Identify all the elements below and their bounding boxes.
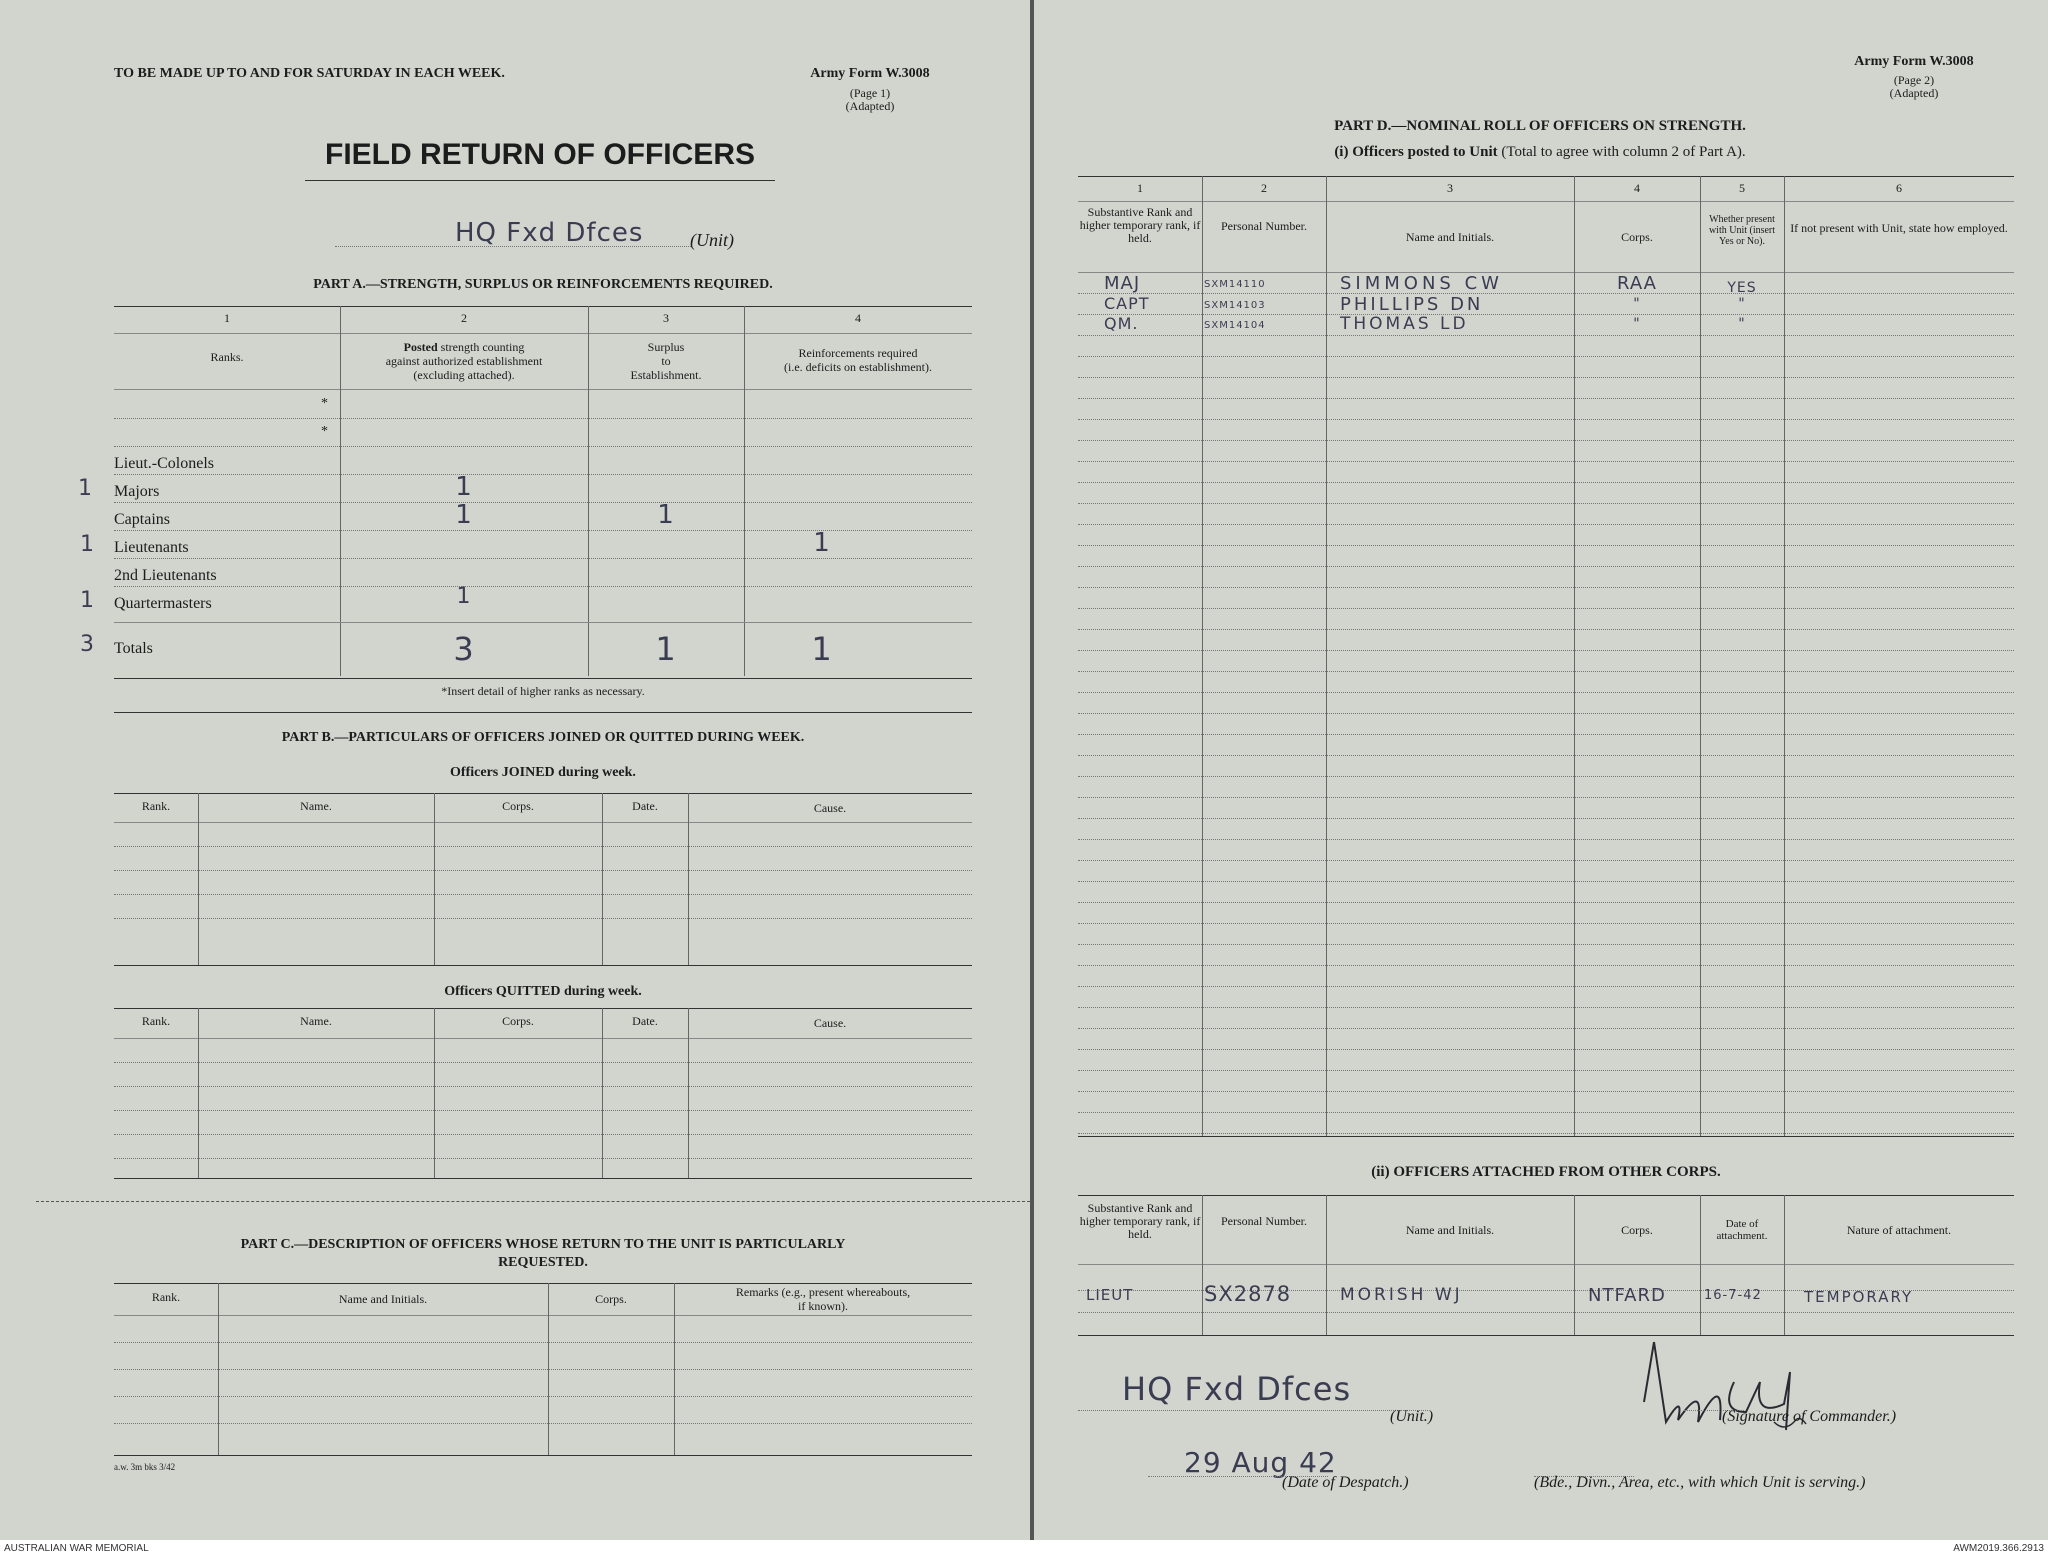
col-nature-header: Nature of attachment. [1846,1223,1952,1237]
col-rank: Rank. [151,1290,181,1304]
ruled-line [1078,1028,2014,1029]
archive-reference: AWM2019.366.2913 [1953,1543,2044,1554]
ruled-line [1078,629,2014,630]
col-number: 3 [1447,181,1453,195]
ruled-line [1078,356,2014,357]
col-cause: Cause. [813,1016,847,1030]
left-page [0,0,1030,1540]
despatch-date-handwritten: 29 Aug 42 [1184,1446,1337,1479]
part-a-footnote: *Insert detail of higher ranks as necessary. [441,684,645,698]
majors-posted: 1 [455,472,473,502]
perforation-line [36,1201,1030,1202]
ruled-line [1078,881,2014,882]
margin-tick: 1 [78,476,93,501]
row-label-quartermasters: Quartermasters [114,595,212,612]
ruled-line [1078,797,2014,798]
ranks-header: Ranks. [210,350,244,364]
attached-corps: NTFARD [1588,1285,1666,1306]
row-label-lieut-colonels: Lieut.-Colonels [114,455,214,472]
top-note: TO BE MADE UP TO AND FOR SATURDAY IN EACH WEEK. [114,66,505,81]
ruled-line [1078,671,2014,672]
col-number: 2 [1261,181,1267,195]
part-d-heading: PART D.—NOMINAL ROLL OF OFFICERS ON STRENGTH. [1334,118,1746,134]
ruled-line [1078,419,2014,420]
surplus-header-text: to [661,354,671,368]
ruled-line [1078,1133,2014,1134]
roll-corps: " [1633,296,1641,312]
col-number: 2 [461,311,467,325]
reinforcements-header [744,346,972,374]
ruled-line [1078,1049,2014,1050]
unit-handwritten: HQ Fxd Dfces [455,218,644,248]
ruled-line [1078,839,2014,840]
attached-rank: LIEUT [1086,1286,1134,1304]
col-rank-header: Substantive Rank and higher temporary rank, if held. [1079,1201,1201,1241]
ruled-line [1078,692,2014,693]
roll-present: YES [1727,280,1757,296]
ruled-line [1078,293,2014,294]
roll-name: PHILLIPS DN [1340,294,1484,315]
part-d-subheading [1080,144,2000,161]
col-number: 3 [663,311,669,325]
margin-tick: 1 [80,588,95,613]
col-remarks [674,1285,972,1313]
col-rank-header: Substantive Rank and higher temporary rank, if held. [1079,205,1201,245]
surplus-header-text: Surplus [647,340,685,354]
row-label-totals: Totals [114,640,153,657]
totals-reinforcements: 1 [811,630,833,668]
roll-corps: " [1633,316,1641,332]
area-label: (Bde., Divn., Area, etc., with which Unit is serving.) [1534,1474,1866,1491]
col-corps: Corps. [595,1292,627,1306]
col-corps: Corps. [502,1014,534,1028]
roll-personal-number: SXM14103 [1204,300,1266,311]
part-c-heading-line: PART C.—DESCRIPTION OF OFFICERS WHOSE RETURN TO THE UNIT IS PARTICULARLY [240,1237,846,1252]
attached-nature: TEMPORARY [1804,1288,1914,1306]
part-c-heading-line: REQUESTED. [498,1255,588,1270]
unit-label: (Unit) [690,230,734,250]
ruled-line [1078,965,2014,966]
lieutenants-reinforcements: 1 [813,528,831,558]
col-name-header: Name and Initials. [1405,1223,1495,1237]
col-number: 1 [1137,181,1143,195]
part-d-subheading-bold: (i) Officers posted to Unit [1334,144,1498,160]
col-date: Date. [632,1014,658,1028]
posted-header-text: (excluding attached). [413,368,515,382]
col-corps-header: Corps. [1621,1223,1653,1237]
roll-present: " [1738,296,1746,312]
joined-title: Officers JOINED during week. [450,765,636,780]
col-number: 5 [1739,181,1745,195]
captains-posted: 1 [455,500,473,530]
surplus-header [588,340,744,382]
form-adapted: (Adapted) [1889,86,1939,100]
ruled-line [1078,1112,2014,1113]
part-b-heading: PART B.—PARTICULARS OF OFFICERS JOINED OR QUITTED DURING WEEK. [281,730,805,745]
attached-date: 16-7-42 [1704,1288,1762,1303]
ruled-line [1078,713,2014,714]
col-number-header: Personal Number. [1221,1214,1307,1228]
col-name: Name. [300,1014,332,1028]
row-label-2nd-lieutenants: 2nd Lieutenants [114,567,217,584]
col-rank: Rank. [141,1014,171,1028]
commander-signature [1614,1312,1834,1462]
ruled-line [1078,902,2014,903]
ruled-line [1078,944,2014,945]
reinforcements-header-text: (i.e. deficits on establishment). [784,360,932,374]
archive-footer [0,1540,2048,1557]
ruled-line [1078,1007,2014,1008]
archive-name: AUSTRALIAN WAR MEMORIAL [4,1543,149,1554]
page-title: FIELD RETURN OF OFFICERS [325,138,755,171]
remarks-text: Remarks (e.g., present whereabouts, [735,1285,911,1299]
col-cause: Cause. [813,801,847,815]
col-rank: Rank. [141,799,171,813]
ruled-line [1078,818,2014,819]
ruled-line [1078,503,2014,504]
ruled-line [1078,587,2014,588]
roll-personal-number: SXM14110 [1204,279,1266,290]
footer-unit-handwritten: HQ Fxd Dfces [1122,1370,1352,1408]
footer-unit-label: (Unit.) [1390,1408,1434,1425]
posted-header-text: strength counting [437,340,525,354]
ruled-line [1078,650,2014,651]
remarks-text: if known). [798,1299,848,1313]
row-asterisk: * [321,424,328,439]
col-number: 4 [1634,181,1640,195]
totals-posted: 3 [453,630,475,668]
col-number-header: Personal Number. [1221,219,1307,233]
attached-name: MORISH WJ [1340,1285,1463,1305]
ruled-line [1078,335,2014,336]
margin-total: 3 [80,632,95,657]
col-number: 4 [855,311,861,325]
despatch-date-label: (Date of Despatch.) [1282,1474,1409,1491]
col-corps: Corps. [502,799,534,813]
roll-corps: RAA [1617,273,1657,294]
col-date-header: Date of attachment. [1716,1218,1768,1242]
ruled-line [1078,860,2014,861]
ruled-line [1078,314,2014,315]
captains-surplus: 1 [657,500,675,530]
ruled-line [1078,1070,2014,1071]
ruled-line [1078,377,2014,378]
attached-personal-number: SX2878 [1204,1282,1292,1306]
right-page [1034,0,2048,1540]
ruled-line [1078,461,2014,462]
ruled-line [1078,923,2014,924]
form-page: (Page 2) [1893,73,1935,87]
ruled-line [1078,524,2014,525]
ruled-line [1078,398,2014,399]
col-date: Date. [632,799,658,813]
posted-header-text: against authorized establishment [385,354,543,368]
ruled-line [1078,1091,2014,1092]
roll-present: " [1738,316,1746,332]
ruled-line [1078,755,2014,756]
ruled-line [1078,734,2014,735]
signature-label: (Signature of Commander.) [1722,1408,1897,1425]
col-name: Name. [300,799,332,813]
col-name-header: Name and Initials. [1405,230,1495,244]
form-page: (Page 1) [849,86,891,100]
surplus-header-text: Establishment. [630,368,702,382]
ruled-line [1078,986,2014,987]
row-label-majors: Majors [114,483,160,500]
ruled-line [1078,482,2014,483]
row-asterisk: * [321,396,328,411]
form-number: Army Form W.3008 [810,66,930,81]
part-d-subheading-text: (Total to agree with column 2 of Part A). [1497,144,1746,160]
col-number: 1 [224,311,230,325]
roll-rank: MAJ [1104,273,1141,294]
ruled-line [1078,608,2014,609]
posted-header-bold: Posted [403,340,438,354]
col-name-initials: Name and Initials. [338,1292,428,1306]
quartermasters-posted: 1 [456,584,472,609]
attached-heading: (ii) OFFICERS ATTACHED FROM OTHER CORPS. [1371,1164,1721,1180]
part-a-heading: PART A.—STRENGTH, SURPLUS OR REINFORCEMENTS REQUIRED. [313,277,773,292]
row-label-captains: Captains [114,511,170,528]
posted-header [340,340,588,382]
roll-personal-number: SXM14104 [1204,320,1266,331]
margin-tick: 1 [80,532,95,557]
roll-rank: CAPT [1104,294,1150,313]
form-adapted: (Adapted) [845,99,895,113]
ruled-line [1078,545,2014,546]
ruled-line [1078,440,2014,441]
col-number: 6 [1896,181,1902,195]
roll-rank: QM. [1104,314,1139,333]
row-label-lieutenants: Lieutenants [114,539,189,556]
quitted-title: Officers QUITTED during week. [444,984,642,999]
part-c-heading [114,1236,972,1272]
reinforcements-header-text: Reinforcements required [798,346,918,360]
ruled-line [1078,776,2014,777]
col-present-header: Whether present with Unit (insert Yes or No). [1708,214,1776,247]
ruled-line [1078,566,2014,567]
col-employed-header: If not present with Unit, state how employed. [1790,221,2008,235]
print-code: a.w. 3m bks 3/42 [114,1462,176,1472]
totals-surplus: 1 [655,630,677,668]
roll-name: THOMAS LD [1340,314,1469,334]
roll-name: SIMMONS CW [1340,273,1503,294]
form-number: Army Form W.3008 [1854,54,1974,69]
col-corps-header: Corps. [1621,230,1653,244]
